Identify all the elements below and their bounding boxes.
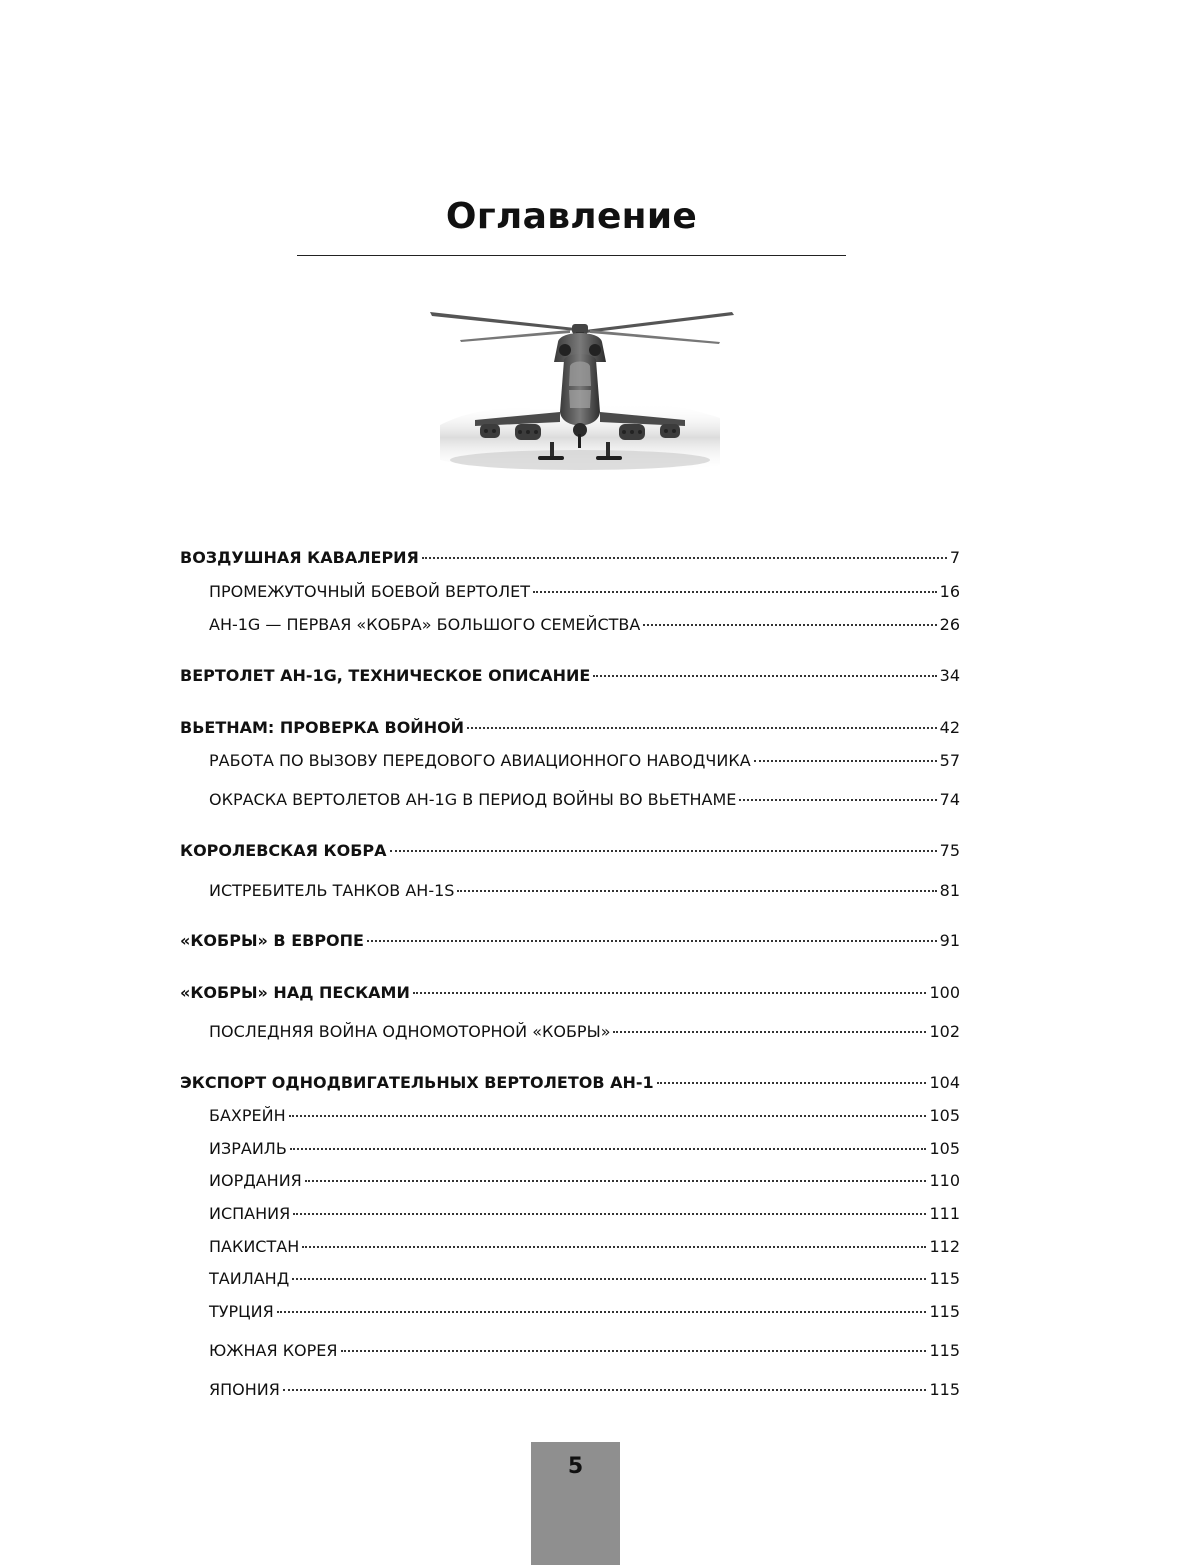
dot-leader xyxy=(390,850,937,852)
toc-entry-label: ЮЖНАЯ КОРЕЯ xyxy=(209,1341,338,1360)
toc-entry[interactable] xyxy=(180,664,960,688)
toc-entry[interactable] xyxy=(209,613,960,637)
toc-entry[interactable] xyxy=(180,929,960,953)
toc-entry-label: ТАИЛАНД xyxy=(209,1269,290,1288)
toc-entry-page: 115 xyxy=(929,1341,960,1360)
toc-entry-page: 42 xyxy=(939,718,960,737)
toc-entry[interactable] xyxy=(180,1071,960,1095)
toc-entry[interactable] xyxy=(180,839,960,863)
toc-entry-page: 75 xyxy=(939,841,960,860)
toc-entry[interactable] xyxy=(209,1137,960,1161)
toc-entry-label: БАХРЕЙН xyxy=(209,1106,286,1125)
toc-entry-page: 102 xyxy=(929,1022,960,1041)
dot-leader xyxy=(341,1350,927,1352)
toc-entry-page: 57 xyxy=(939,751,960,770)
toc-entry[interactable] xyxy=(209,1300,960,1324)
dot-leader xyxy=(289,1115,927,1117)
page-number-tab xyxy=(531,1442,620,1565)
dot-leader xyxy=(739,799,936,801)
toc-entry[interactable] xyxy=(209,1169,960,1193)
toc-entry-label: ВОЗДУШНАЯ КАВАЛЕРИЯ xyxy=(180,548,419,567)
toc-entry[interactable] xyxy=(180,716,960,740)
toc-entry-page: 111 xyxy=(929,1204,960,1223)
toc-entry-page: 16 xyxy=(939,582,960,601)
toc-entry[interactable] xyxy=(209,1202,960,1226)
toc-entry[interactable] xyxy=(180,546,960,570)
toc-entry[interactable] xyxy=(209,879,960,903)
dot-leader xyxy=(292,1278,926,1280)
toc-entry-label: «КОБРЫ» НАД ПЕСКАМИ xyxy=(180,983,410,1002)
dot-leader xyxy=(413,992,927,994)
toc-entry-page: 7 xyxy=(949,548,960,567)
page-number: 5 xyxy=(567,1454,584,1479)
dot-leader xyxy=(613,1031,926,1033)
toc-entry-label: ЭКСПОРТ ОДНОДВИГАТЕЛЬНЫХ ВЕРТОЛЕТОВ AH-1 xyxy=(180,1073,654,1092)
toc-entry-page: 112 xyxy=(929,1237,960,1256)
dot-leader xyxy=(293,1213,926,1215)
toc-entry[interactable] xyxy=(209,1378,960,1402)
dot-leader xyxy=(367,940,937,942)
toc-entry[interactable] xyxy=(209,1339,960,1363)
toc-entry-page: 110 xyxy=(929,1171,960,1190)
toc-entry-label: КОРОЛЕВСКАЯ КОБРА xyxy=(180,841,387,860)
toc-entry[interactable] xyxy=(209,1235,960,1259)
toc-entry[interactable] xyxy=(209,1104,960,1128)
dot-leader xyxy=(302,1246,926,1248)
toc-entry[interactable] xyxy=(209,1267,960,1291)
toc-entry-page: 105 xyxy=(929,1106,960,1125)
toc-entry-page: 115 xyxy=(929,1269,960,1288)
dot-leader xyxy=(657,1082,927,1084)
toc-entry-page: 74 xyxy=(939,790,960,809)
toc-entry-page: 115 xyxy=(929,1302,960,1321)
toc-entry-page: 104 xyxy=(929,1073,960,1092)
toc-entry[interactable] xyxy=(209,580,960,604)
page-title: Оглавление xyxy=(445,196,698,237)
toc-entry-page: 100 xyxy=(929,983,960,1002)
toc-entry-page: 105 xyxy=(929,1139,960,1158)
dot-leader xyxy=(283,1389,927,1391)
dot-leader xyxy=(305,1180,927,1182)
toc-entry-label: ПОСЛЕДНЯЯ ВОЙНА ОДНОМОТОРНОЙ «КОБРЫ» xyxy=(209,1022,611,1041)
toc-entry-label: ВЬЕТНАМ: ПРОВЕРКА ВОЙНОЙ xyxy=(180,718,465,737)
toc-entry-label: «КОБРЫ» В ЕВРОПЕ xyxy=(180,931,364,950)
toc-entry-label: ПАКИСТАН xyxy=(209,1237,300,1256)
toc-entry-label: РАБОТА ПО ВЫЗОВУ ПЕРЕДОВОГО АВИАЦИОННОГО НАВОДЧИКА xyxy=(209,751,751,770)
dot-leader xyxy=(290,1148,927,1150)
toc-entry-label: ЯПОНИЯ xyxy=(209,1380,280,1399)
toc-entry-label: ОКРАСКА ВЕРТОЛЕТОВ AH-1G В ПЕРИОД ВОЙНЫ ВО ВЬЕТНАМЕ xyxy=(209,790,737,809)
dot-leader xyxy=(754,760,937,762)
toc-entry-label: ИОРДАНИЯ xyxy=(209,1171,302,1190)
toc-entry[interactable] xyxy=(180,981,960,1005)
dot-leader xyxy=(422,557,947,559)
toc-entry-page: 81 xyxy=(939,881,960,900)
dot-leader xyxy=(277,1311,927,1313)
toc-entry[interactable] xyxy=(209,1020,960,1044)
dot-leader xyxy=(533,591,937,593)
toc-entry-label: ПРОМЕЖУТОЧНЫЙ БОЕВОЙ ВЕРТОЛЕТ xyxy=(209,582,531,601)
toc-entry-page: 26 xyxy=(939,615,960,634)
dot-leader xyxy=(467,727,937,729)
toc-entry-page: 34 xyxy=(939,666,960,685)
dot-leader xyxy=(593,675,936,677)
dot-leader xyxy=(643,624,936,626)
toc-entry-page: 115 xyxy=(929,1380,960,1399)
toc-entry-label: ИСПАНИЯ xyxy=(209,1204,291,1223)
toc-entry-label: AH-1G — ПЕРВАЯ «КОБРА» БОЛЬШОГО СЕМЕЙСТВА xyxy=(209,615,641,634)
dot-leader xyxy=(457,890,936,892)
toc-entry-page: 91 xyxy=(939,931,960,950)
toc-entry[interactable] xyxy=(209,788,960,812)
toc-entry-label: ИЗРАИЛЬ xyxy=(209,1139,287,1158)
toc-entry[interactable] xyxy=(209,749,960,773)
toc-entry-label: ВЕРТОЛЕТ AH-1G, ТЕХНИЧЕСКОЕ ОПИСАНИЕ xyxy=(180,666,591,685)
toc-entry-label: ИСТРЕБИТЕЛЬ ТАНКОВ AH-1S xyxy=(209,881,455,900)
toc-entry-label: ТУРЦИЯ xyxy=(209,1302,274,1321)
